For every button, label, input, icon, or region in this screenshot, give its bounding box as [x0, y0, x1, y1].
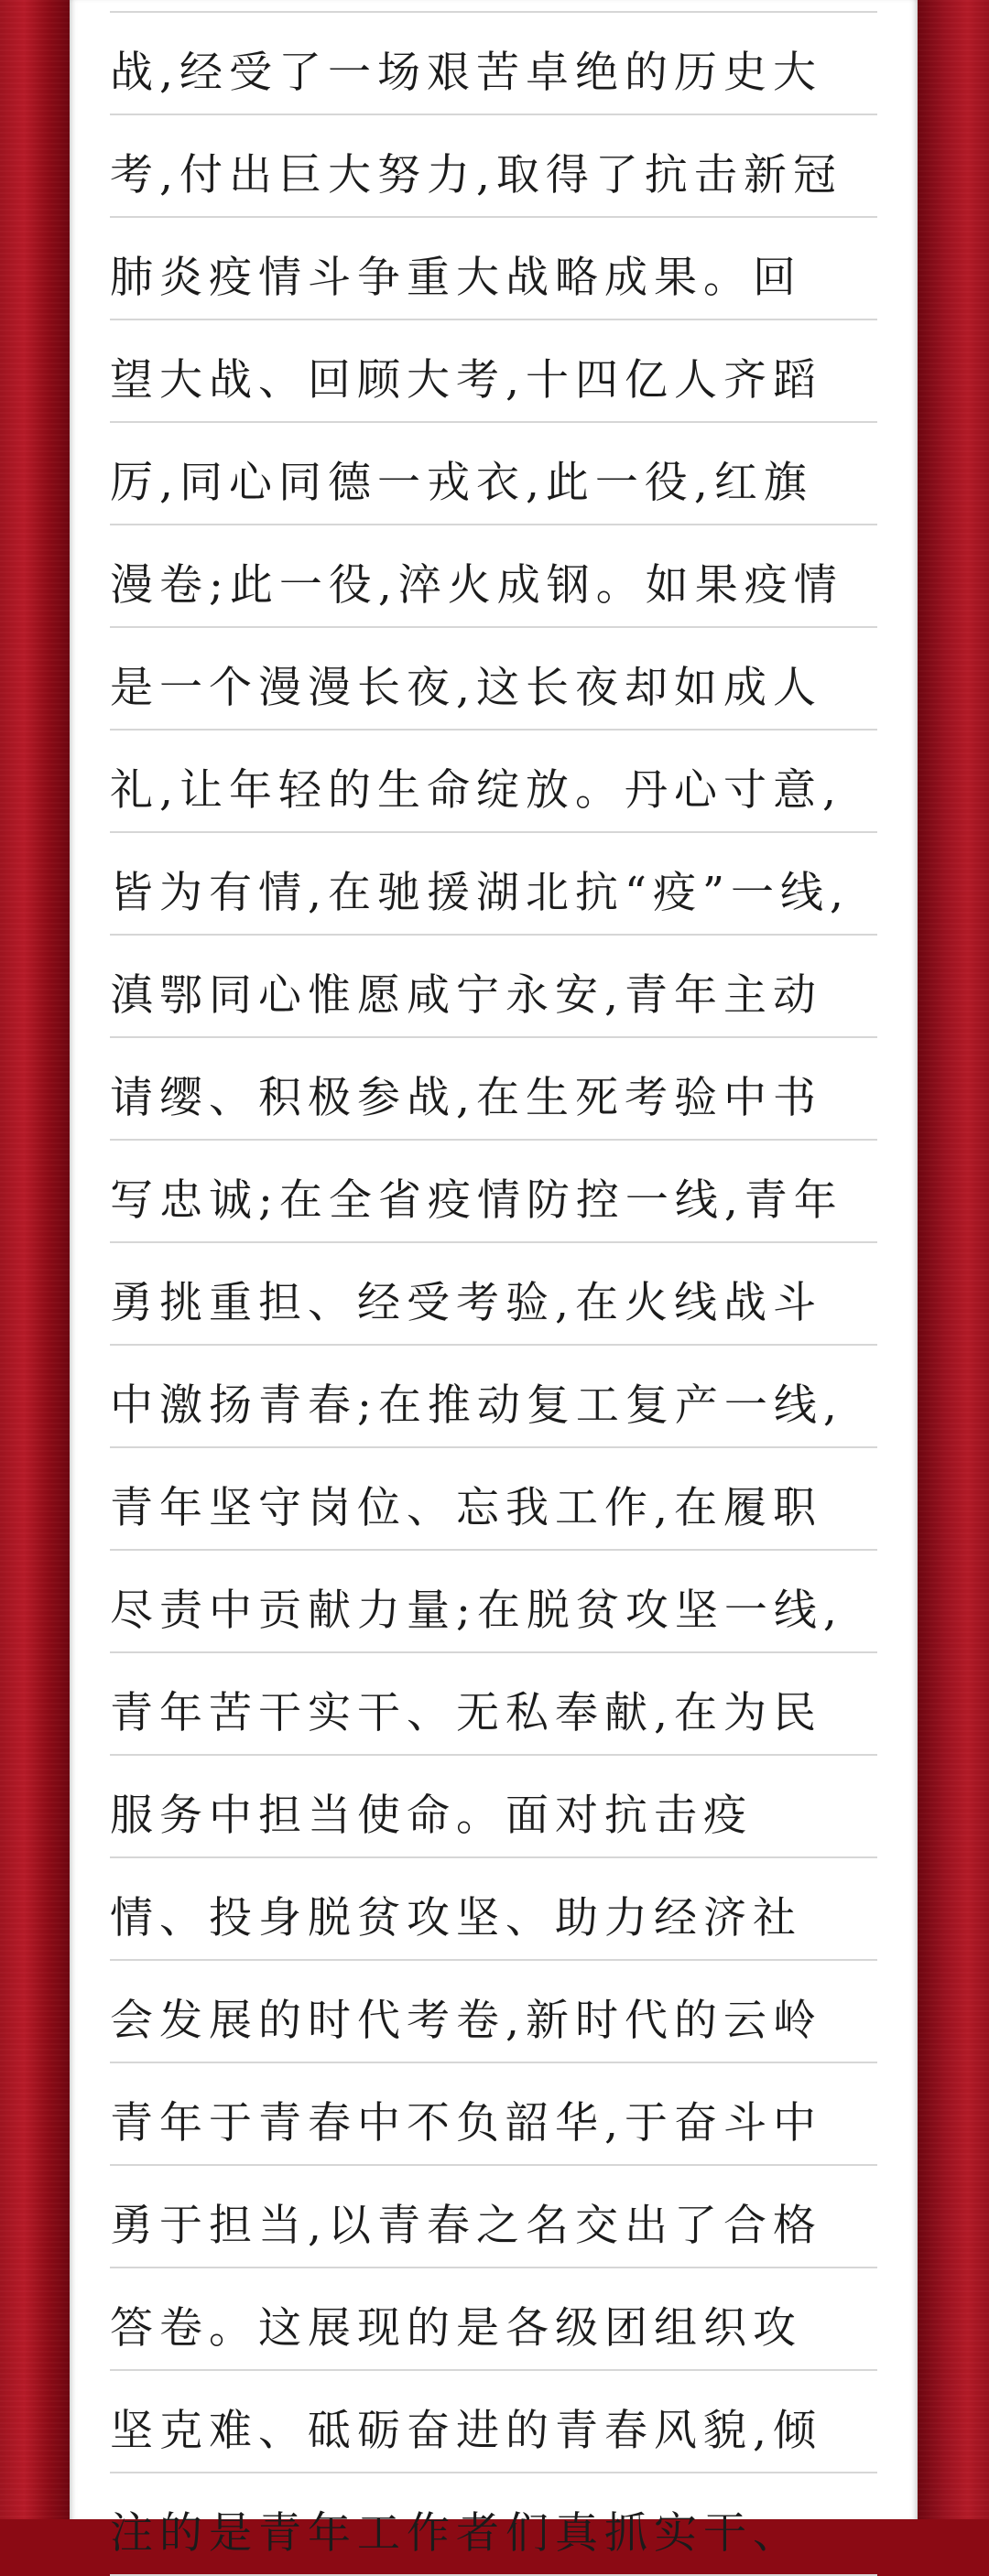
- text-line: [110, 936, 877, 1038]
- text-line: [110, 833, 877, 936]
- line-text: 服务中担当使命。面对抗击疫: [110, 1791, 753, 1841]
- text-line: [110, 1551, 877, 1653]
- line-text: 注的是青年工作者们真抓实干、: [110, 2508, 802, 2559]
- line-text: 漫卷;此一役,淬火成钢。如果疫情: [110, 560, 843, 611]
- line-text: 礼,让年轻的生命绽放。丹心寸意,: [110, 765, 842, 816]
- text-line: [110, 1858, 877, 1961]
- text-line: [110, 423, 877, 525]
- text-line: [110, 320, 877, 423]
- text-line: [110, 1038, 877, 1141]
- line-text: 青年于青春中不负韶华,于奋斗中: [110, 2098, 822, 2148]
- text-line: [110, 628, 877, 731]
- text-line: [110, 1653, 877, 1756]
- line-text: 肺炎疫情斗争重大战略成果。回: [110, 253, 802, 303]
- line-text: 尽责中贡献力量;在脱贫攻坚一线,: [110, 1586, 843, 1636]
- text-line: [110, 13, 877, 115]
- line-text: 战,经受了一场艰苦卓绝的历史大: [110, 48, 822, 98]
- line-text: 请缨、积极参战,在生死考验中书: [110, 1073, 822, 1123]
- text-line: [110, 218, 877, 320]
- line-text: 答卷。这展现的是各级团组织攻: [110, 2303, 802, 2354]
- red-border-right: [918, 0, 989, 2519]
- line-text: 望大战、回顾大考,十四亿人齐蹈: [110, 355, 822, 406]
- text-line: [110, 2268, 877, 2371]
- text-line: [110, 1141, 877, 1243]
- text-line: [110, 115, 877, 218]
- text-line: [110, 2166, 877, 2268]
- line-text: 中激扬青春;在推动复工复产一线,: [110, 1380, 843, 1431]
- line-text: 青年苦干实干、无私奉献,在为民: [110, 1688, 822, 1738]
- text-line: [110, 2473, 877, 2576]
- line-text: 厉,同心同德一戎衣,此一役,红旗: [110, 458, 813, 508]
- line-text: 勇挑重担、经受考验,在火线战斗: [110, 1278, 822, 1328]
- text-line: [110, 1243, 877, 1346]
- line-text: 情、投身脱贫攻坚、助力经济社: [110, 1893, 802, 1943]
- line-text: 坚克难、砥砺奋进的青春风貌,倾: [110, 2406, 822, 2456]
- text-line: [110, 2371, 877, 2473]
- line-text: 滇鄂同心惟愿咸宁永安,青年主动: [110, 970, 822, 1021]
- line-text: 是一个漫漫长夜,这长夜却如成人: [110, 663, 822, 713]
- text-line: [110, 1346, 877, 1448]
- red-border-left: [0, 0, 70, 2519]
- line-text: 勇于担当,以青春之名交出了合格: [110, 2201, 822, 2251]
- line-text: 写忠诚;在全省疫情防控一线,青年: [110, 1175, 843, 1226]
- text-line: [110, 2063, 877, 2166]
- text-line: [110, 1756, 877, 1858]
- line-text: 会发展的时代考卷,新时代的云岭: [110, 1996, 822, 2046]
- text-line: [110, 731, 877, 833]
- text-line: [110, 1448, 877, 1551]
- line-text: 皆为有情,在驰援湖北抗“疫”一线,: [110, 868, 850, 918]
- text-line: [110, 1961, 877, 2063]
- line-text: 考,付出巨大努力,取得了抗击新冠: [110, 150, 842, 200]
- ruled-paper: [70, 0, 918, 2559]
- text-line: [110, 525, 877, 628]
- line-text: 青年坚守岗位、忘我工作,在履职: [110, 1483, 822, 1533]
